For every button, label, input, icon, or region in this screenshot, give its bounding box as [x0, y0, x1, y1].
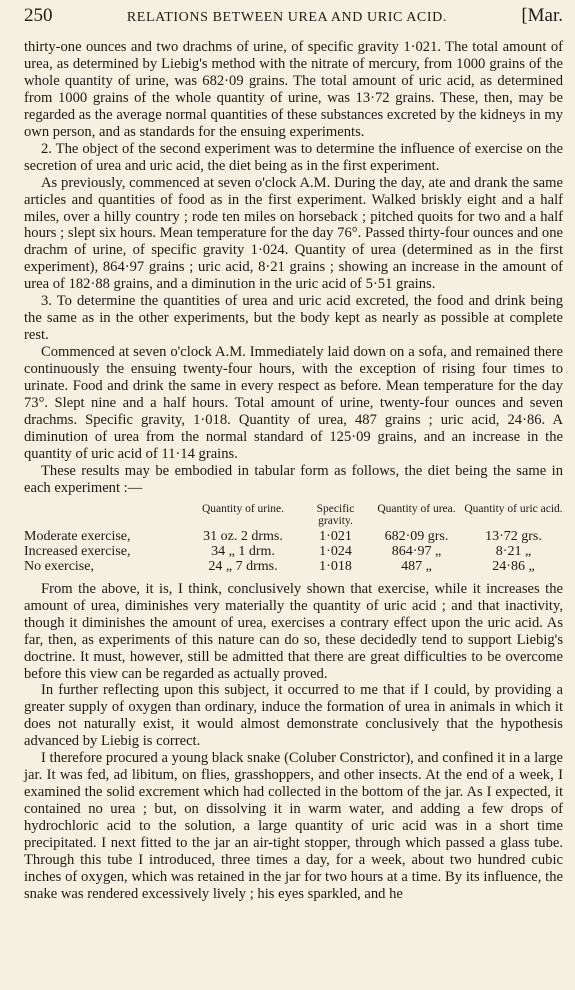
paragraph: I therefore procured a young black snake (Coluber Constrictor), and confined it in a large jar. It was fed, ad libitum, on flies, grasshoppers, and other insects. At the end of a week, I examined the solid excrement which had collected in the bottom of the jar. As I expected, it contained no urea ; but, on dissolving it in warm water, and adding a few drops of hydrochloric acid to the solution, a large quantity of uric acid was in a short time precipitated. I next fitted to the jar an air-tight stopper, through which passed a glass tube. Through this tube I introduced, three times a day, for a week, about two hundred cubic inches of oxygen, which was retained in the jar for two hours at a time. By its influence, the snake was rendered excessively lively ; his eyes sparkled, and he: [24, 750, 563, 902]
paragraph: These results may be embodied in tabular form as follows, the diet being the same in each experiment :—: [24, 462, 563, 496]
table-cell: No exercise,: [24, 558, 94, 574]
table-cell: 13·72 grs.: [485, 528, 542, 544]
table-cell: 24·86 „: [492, 558, 535, 574]
paragraph: thirty-one ounces and two drachms of urine, of specific gravity 1·021. The total amount of urea, as determined by Liebig's method with the nitrate of mercury, from 1000 grains of the whole quantity of urine, was 682·09 grains. The total amount of uric acid, as determined from 1000 grains of the whole quantity of urine, was 13·72 grains. These, then, may be regarded as the average normal quantities of these substances excreted by the kidneys in my own person, and as standards for the ensuing experiments.: [24, 39, 563, 140]
paragraph: 3. To determine the quantities of urea and uric acid excreted, the food and drink being the same as in the other experiments, but the body kept as nearly as possible at complete rest.: [24, 293, 563, 344]
paragraph: As previously, commenced at seven o'clock A.M. During the day, ate and drank the same articles and quantities of food as in the first experiment. Walked briskly eight and a half miles, over a hilly country ; rode ten miles on horseback ; pitched quoits for two and a half hours ; slept six hours. Mean temperature for the day 76°. Passed thirty-four ounces and one drachm of urine, of specific gravity 1·024. Quantity of urea (determined as in the first experiment), 864·97 grains ; uric acid, 8·21 grains ; showing an increase in the amount of urea of 182·88 grains, and a diminution in the uric acid of 5·51 grains.: [24, 174, 563, 293]
table-header: [24, 503, 184, 529]
paragraph: 2. The object of the second experiment was to determine the influence of exercise on the secretion of urea and uric acid, the diet being as in the first experiment.: [24, 140, 563, 174]
table-cell: 1·024: [319, 543, 352, 559]
table-row: [24, 529, 563, 544]
table-header-row: [24, 503, 563, 529]
page-body: [24, 39, 563, 903]
table-cell: 1·018: [319, 558, 352, 574]
running-head: RELATIONS BETWEEN UREA AND URIC ACID.: [126, 10, 447, 25]
paragraph: In further reflecting upon this subject, it occurred to me that if I could, by providing a greater supply of oxygen than ordinary, induce the formation of urea in animals in which it does not naturally exist, it would almost demonstrate conclusively that the hypothesis advanced by Liebig is correct.: [24, 682, 563, 750]
table-cell: 24 „ 7 drms.: [208, 558, 278, 574]
paragraph: From the above, it is, I think, conclusively shown that exercise, while it increases the amount of urea, diminishes very materially the quantity of uric acid ; and that inactivity, though it diminishes the amount of urea, exercises a contrary effect upon the uric acid. As far, then, as experiments of this nature can do so, these decidedly tend to support Liebig's doctrine. It must, however, still be admitted that there are great difficulties to be overcome before this view can be regarded as actually proved.: [24, 580, 563, 682]
paragraph: Commenced at seven o'clock A.M. Immediately laid down on a sofa, and remained there continuously the ensuing twenty-four hours, with the exception of rising four times to urinate. Food and drink the same in every respect as before. Mean temperature for the day 73°. Slept nine and a half hours. Total amount of urine, twenty-four ounces and seven drachms. Specific gravity, 1·018. Quantity of urea, 487 grains ; uric acid, 24·86. A diminution of urea from the normal standard of 125·09 grains, and an increase in the quantity of uric acid of 11·14 grains.: [24, 344, 563, 462]
page-number: 250: [24, 5, 53, 26]
table-header: Specific gravity.: [316, 502, 355, 527]
section-mark: [Mar.: [521, 5, 563, 26]
table-cell: 682·09 grs.: [384, 528, 449, 544]
table-cell: 864·97 „: [391, 543, 442, 559]
page-header: [24, 5, 563, 31]
results-table: [24, 503, 563, 574]
table-row: [24, 559, 563, 574]
table-cell: 31 oz. 2 drms.: [203, 528, 283, 544]
table-header: Quantity of urine.: [201, 502, 285, 515]
table-cell: 1·021: [319, 528, 352, 544]
table-row: [24, 544, 563, 559]
table-cell: 8·21 „: [495, 543, 532, 559]
table-cell: 34 „ 1 drm.: [211, 543, 275, 559]
table-cell: Moderate exercise,: [24, 528, 131, 544]
table-cell: Increased exercise,: [24, 543, 131, 559]
table-header: Quantity of uric acid.: [464, 502, 563, 515]
table-header: Quantity of urea.: [377, 502, 456, 515]
table-cell: 487 „: [401, 558, 432, 574]
